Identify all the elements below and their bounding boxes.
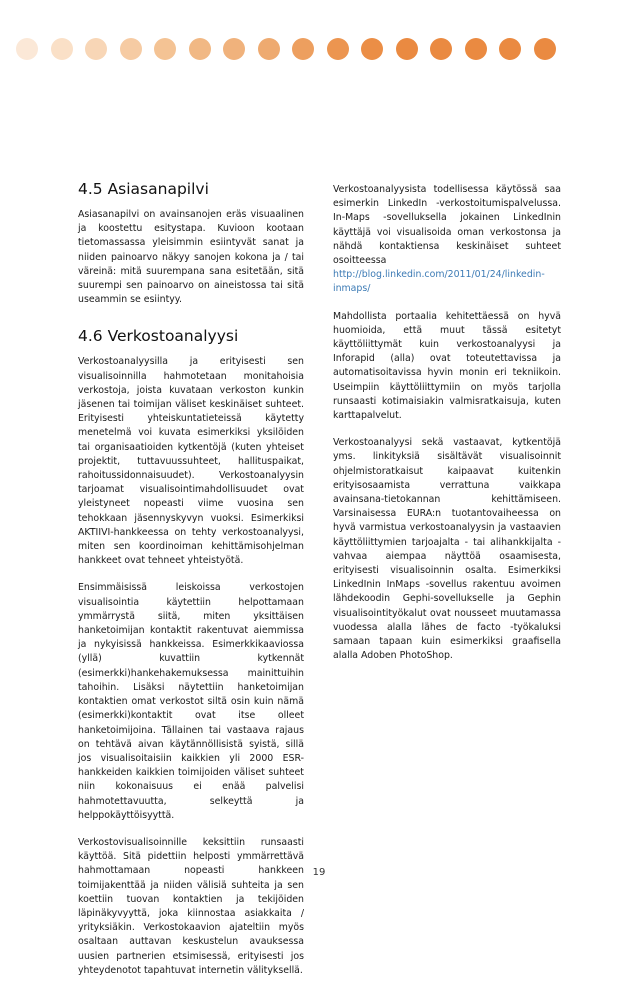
decorative-dot bbox=[465, 38, 487, 60]
decorative-dot bbox=[154, 38, 176, 60]
decorative-dot-row bbox=[0, 38, 638, 60]
paragraph-verkostoanalyysi-1: Verkostoanalyysilla ja erityisesti sen visualisoinnilla hahmotetaan monitahoisia verkostoja, joista kuvataan verkoston kunkin jäsenen tai toimijan väliset keskinäiset suhteet. Erityisesti yhteiskuntatieteissä käytetty menetelmä voi kuvata esimerkiksi yksilöiden tai organisaatioiden kytkentöjä (kuten yhteiset projektit, tuttavuussuhteet, hallituspaikat, rahoitussidonnaisuudet). Verkostoanalyysin tarjoamat visualisointimahdollisuudet ovat yleistyneet nopeasti viime vuosina sen tehokkaan jäsennyskyvyn vuoksi. Esimerkiksi AKTIIVI-hankkeessa on tehty verkostoanalyysi, miten sen koordinoiman kehittämisohjelman hankkeet ovat tehneet yhteistyötä. bbox=[78, 356, 304, 567]
decorative-dot bbox=[85, 38, 107, 60]
decorative-dot bbox=[258, 38, 280, 60]
decorative-dot bbox=[292, 38, 314, 60]
heading-asiasanapilvi: 4.5 Asiasanapilvi bbox=[78, 180, 209, 198]
decorative-dot bbox=[430, 38, 452, 60]
decorative-dot bbox=[120, 38, 142, 60]
decorative-dot bbox=[499, 38, 521, 60]
paragraph-asiasanapilvi: Asiasanapilvi on avainsanojen eräs visuaalinen ja koostettu esitystapa. Kuvioon kootaan tietomassassa yleisimmin esiintyvät sanat ja niiden painoarvo näkyy sanojen kokona ja / tai väreinä: mitä suurempana sana esitetään, sitä suurempi sen painoarvo on aineistossa tai sitä useammin se esiintyy. bbox=[78, 209, 304, 306]
decorative-dot bbox=[396, 38, 418, 60]
linkedin-inmaps-link[interactable]: http://blog.linkedin.com/2011/01/24/linkedin-inmaps/ bbox=[333, 269, 545, 295]
paragraph-erityisosaaminen: Verkostoanalyysi sekä vastaavat, kytkentöjä yms. linkityksiä sisältävät visualisoinnit ohjelmistoratkaisut kaipaavat kuitenkin erityisosaamista verrattuna vaikkapa avainsana-tietokannan kehittämiseen. Varsinaisessa EURA:n tuotantovaiheessa on hyvä varmistua verkostoanalyysin ja vastaavien käyttöliittymien tarjoajalta - tai alihankkijalta - vahvaa aiempaa näyttöä osaamisesta, erityisesti visualisoinnin osalta. Esimerkiksi LinkedInin InMaps -sovellus rakentuu avoimen lähdekoodin Gephi-sovellukselle ja Gephin visualisointityökalut ovat nousseet muutamassa vuodessa alalla lähes de facto -työkaluksi samaan tapaan kuin esimerkiksi graafisella alalla Adoben PhotoShop. bbox=[333, 437, 561, 662]
decorative-dot bbox=[361, 38, 383, 60]
paragraph-verkostoanalyysi-3: Verkostovisualisoinnille keksittiin runsaasti käyttöä. Sitä pidettiin helposti ymmärrettävä hahmottamaan nopeasti hankkeen toimijakenttää ja niiden välisiä suhteita ja sen koettiin tuovan kontaktien ja tekijöiden läpinäkyvyyttä, joka kiinnostaa asiakkaita / yrityksiäkin. Verkostokaavion ajateltiin myös osaltaan auttavan keskustelun avauksessa uusien partnerien etsimisessä, erityisesti jos yhteydenotot tapahtuvat internetin välityksellä. bbox=[78, 836, 304, 976]
paragraph-linkedin bbox=[333, 183, 561, 297]
heading-verkostoanalyysi: 4.6 Verkostoanalyysi bbox=[78, 327, 239, 346]
decorative-dot bbox=[189, 38, 211, 60]
page-number: 19 bbox=[312, 867, 326, 878]
decorative-dot bbox=[534, 38, 556, 60]
decorative-dot bbox=[223, 38, 245, 60]
paragraph-portaali: Mahdollista portaalia kehitettäessä on hyvä huomioida, että muut tässä esitetyt käyttöliittymät kuin verkostoanalyysi ja Inforapid (alla) ovat toteutettavissa ja automatisoitavissa hyvin monin eri tekniikoin. Useimpiin käyttöliittymiin on myös tarjolla runsaasti kotimaisiakin valmisratkaisuja, kuten karttapalvelut. bbox=[333, 310, 561, 422]
decorative-dot bbox=[51, 38, 73, 60]
right-column bbox=[333, 183, 561, 677]
decorative-dot bbox=[16, 38, 38, 60]
paragraph-verkostoanalyysi-2: Ensimmäisissä leiskoissa verkostojen visualisointia käytettiin helpottamaan ymmärrystä siitä, miten yksittäisen hanketoimijan kontaktit rakentuvat aiemmissa ja nykyisissä hankkeissa. Esimerkkikaaviossa (yllä) kuvattiin kytkennät (esimerkki)hankehakemuksessa mainittuihin tahoihin. Lisäksi näytettiin hanketoimijan kontaktien omat verkostot siltä osin kuin nämä (esimerkki)kontaktit ovat itse olleet hanketoimijoina. Tällainen tai vastaava rajaus on tehtävä aivan käytännöllisistä syistä, sillä jos visualisoitaisiin kaikkien yli 2000 ESR-hankkeiden kaikkien toimijoiden väliset suhteet niin kokonaisuus ei enää palvelisi hahmotettavuutta, selkeyttä ja helppokäyttöisyyttä. bbox=[78, 582, 304, 821]
decorative-dot bbox=[327, 38, 349, 60]
paragraph-linkedin-text: Verkostoanalyysista todellisessa käytössä saa esimerkin LinkedIn -verkostoitumispalvelussa. In-Maps -sovelluksella jokainen LinkedInin käyttäjä voi visualisoida oman verkostonsa ja nähdä kontaktiensa keskinäiset suhteet osoitteessa bbox=[333, 184, 561, 267]
